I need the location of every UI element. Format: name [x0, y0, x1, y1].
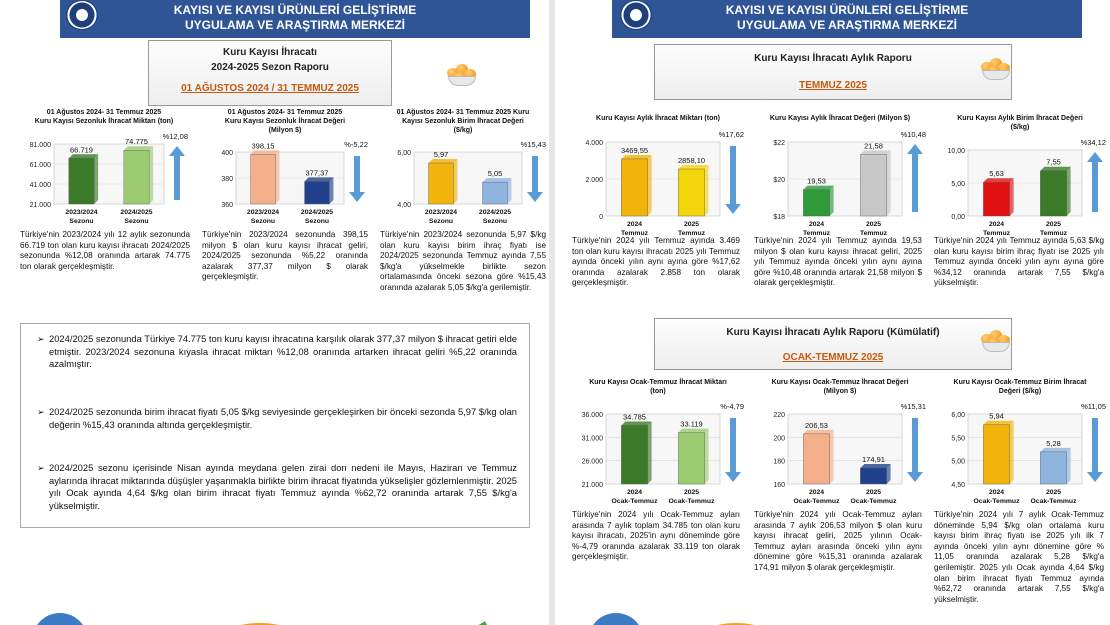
bar-top — [251, 150, 280, 154]
y-tick-label: 360 — [221, 202, 233, 209]
y-tick-label: 5,50 — [951, 435, 965, 443]
x-category-label: 2024/2025 — [120, 209, 153, 216]
x-category-label: Ocak-Temmuz — [611, 498, 658, 505]
bar-top — [429, 159, 458, 163]
chart-title: Kuru Kayısı Aylık İhracat Miktarı (ton) — [596, 115, 720, 122]
bar-side — [275, 150, 279, 204]
bar-side — [648, 155, 652, 216]
bar — [69, 158, 94, 204]
summary-bullet: ➢ 2024/2025 sezonunda birim ihracat fiyatı 5,05 $/kg seviyesinde gerçekleşirken bir önceki sezonda 5,97 $/kg olan değerin %15,43 oranında altında gerçekleşmiştir. — [37, 406, 517, 430]
bar-value-label: 21,58 — [864, 141, 883, 151]
bar-side — [1010, 178, 1014, 216]
down-arrow-icon — [354, 156, 360, 194]
x-category-label: 2024 — [988, 489, 1005, 496]
bar — [860, 468, 886, 484]
globe-icon — [32, 613, 88, 625]
bar-chart — [200, 138, 370, 228]
down-arrowhead-icon — [907, 472, 923, 482]
bar-top — [803, 186, 833, 190]
x-category-label: 2023/2024 — [246, 209, 280, 216]
x-category-label: Ocak-Temmuz — [850, 498, 897, 505]
bar-top — [305, 177, 334, 181]
summary-bullet: ➢ 2024/2025 sezonunda Türkiye 74.775 ton kuru kayısı ihracatına karşılık olarak 377,37 milyon $ ihracat getiri elde etmiştir. 2023/2024 sezonuna kıyasla ihracat miktarı %12,08 oranında artarken ihracat geliri %5,22 oranında azalmıştır. — [37, 333, 517, 369]
change-percent-label: %12,08 — [162, 132, 188, 141]
x-category-label: Sezonu — [250, 218, 276, 225]
bar-side — [149, 146, 153, 204]
banner-line-2: UYGULAMA VE ARAŞTIRMA MERKEZİ — [737, 18, 957, 32]
bar-top — [678, 165, 708, 169]
chart-title: 01 Ağustos 2024- 31 Temmuz 2025 Kuru Kayısı Sezonluk İhracat Miktarı (ton) — [34, 109, 174, 125]
chart-description: Türkiye'nin 2024 yılı Ocak-Temmuz ayları arasında 7 aylık 206,53 milyon $ olan kuru kayısı ihracat geliri, 2025 yılının Ocak-Temmuz ayları arasında önceki yılın aynı dönemine göre %15,31 oranında azalarak 174,91 milyon $ olarak gerçekleşmiştir. — [754, 510, 922, 572]
monthly-title: Kuru Kayısı İhracatı Aylık Raporu — [754, 53, 912, 64]
x-category-label: Temmuz — [677, 230, 706, 237]
x-category-label: 2025 — [683, 221, 700, 228]
chart-title: Kuru Kayısı Ocak-Temmuz Birim İhracat Değeri ($/kg) — [953, 379, 1087, 395]
down-arrowhead-icon — [725, 472, 741, 482]
x-category-label: Temmuz — [620, 230, 649, 237]
x-category-label: 2024/2025 — [478, 209, 512, 216]
change-percent-label: %15,43 — [520, 140, 546, 149]
x-category-label: Temmuz — [802, 230, 831, 237]
bar-side — [453, 159, 457, 204]
banner-line-1: KAYISI VE KAYISI ÜRÜNLERİ GELİŞTİRME — [173, 3, 417, 17]
x-category-label: 2024 — [626, 489, 643, 496]
y-tick-label: 2.000 — [585, 177, 603, 184]
bar-top — [1040, 448, 1070, 452]
x-category-label: Ocak-Temmuz — [1030, 498, 1077, 505]
bar-side — [830, 430, 834, 484]
up-arrow-icon — [1092, 160, 1098, 212]
summary-bullets-box — [20, 323, 530, 528]
arrow-bullet-icon: ➢ — [37, 407, 45, 417]
bar-value-label: 206,53 — [805, 420, 828, 430]
bar — [1040, 452, 1066, 484]
summary-bullet: ➢ 2024/2025 sezonu içerisinde Nisan ayında meydana gelen zirai don nedeni ile Mayıs, Haziran ve Temmuz aylarında ihracat miktarında düşüşler yaşanmakla birlikte birim ihracat fiyatında yükselişler gözlemlenmiştir. 2025 yılı Ocak ayında 4,64 $/kg olan birim ihracat fiyatı Temmuz ayında %62,72 oranında artarak 7,55 $/kg'a yükselmiştir. — [37, 462, 517, 511]
x-category-label: Sezonu — [69, 218, 94, 225]
bar-side — [1010, 421, 1014, 484]
y-tick-label: 61.000 — [29, 162, 51, 169]
bar — [305, 181, 330, 204]
cumulative-title: Kuru Kayısı İhracatı Aylık Raporu (Kümülatif) — [726, 327, 940, 338]
monthly-report-panel — [556, 0, 1110, 625]
panel-divider — [549, 0, 555, 625]
season-title-box — [148, 40, 392, 106]
up-arrowhead-icon — [1087, 152, 1103, 162]
center-banner — [612, 0, 1082, 38]
x-category-label: Ocak-Temmuz — [973, 498, 1020, 505]
banner-line-1: KAYISI VE KAYISI ÜRÜNLERİ GELİŞTİRME — [725, 3, 969, 17]
bar-side — [507, 178, 511, 204]
bar — [983, 182, 1009, 216]
change-percent-label: %34,12 — [1080, 138, 1106, 147]
bar-value-label: 19,53 — [807, 176, 826, 186]
bar-top — [860, 150, 890, 154]
chart-title: Kuru Kayısı Aylık Birim İhracat Değeri ($/kg) — [957, 115, 1083, 131]
x-category-label: Ocak-Temmuz — [668, 498, 715, 505]
arrow-bullet-icon: ➢ — [37, 463, 45, 473]
bar — [678, 169, 704, 216]
y-tick-label: 21.000 — [581, 482, 603, 489]
y-tick-label: 220 — [773, 412, 785, 419]
bar-top — [621, 422, 651, 426]
y-tick-label: 26.000 — [581, 458, 603, 466]
x-category-label: Sezonu — [124, 218, 149, 225]
y-tick-label: 0,00 — [951, 214, 965, 221]
bar — [803, 190, 829, 216]
bar-top — [69, 154, 98, 158]
monthly-title-box — [654, 44, 1012, 100]
y-tick-label: 200 — [773, 435, 785, 443]
x-category-label: Sezonu — [428, 218, 454, 225]
globe-icon — [588, 613, 644, 625]
center-banner — [60, 0, 530, 38]
report-period: 01 AĞUSTOS 2024 / 31 TEMMUZ 2025 — [181, 83, 359, 94]
bar-side — [1067, 448, 1071, 484]
report-subtitle: 2024-2025 Sezon Raporu — [211, 62, 329, 73]
x-category-label: Ocak-Temmuz — [793, 498, 840, 505]
chart-description: Türkiye'nin 2024 yılı 7 aylık Ocak-Temmuz döneminde 5,94 $/kg olan ortalama kuru kayısı birim ihraç fiyatı ise 2025 yılı ilk 7 ayında önceki yılın aynı dönemine göre % 11,05 oranında azalarak 5,28 $/kg'a gerilemiştir. 2025 yılı Ocak ayında 4,64 $/kg olan birim ihracat fiyatı Temmuz ayında %62,72 oranında artarak 7,55 $/kg'a yükselmiştir. — [934, 510, 1104, 604]
bar — [983, 425, 1009, 484]
down-arrowhead-icon — [349, 192, 365, 202]
change-percent-label: %11,05 — [1081, 402, 1106, 411]
bar — [483, 182, 508, 204]
apricot-bowl-icon — [978, 56, 1012, 82]
y-tick-label: 4.000 — [585, 140, 603, 147]
bar-value-label: 34.785 — [623, 412, 646, 422]
footer-decoration — [586, 601, 786, 625]
bar — [678, 433, 704, 484]
bar-value-label: 5,28 — [1046, 438, 1061, 448]
chart-description: Türkiye'nin 2024 yılı Ocak-Temmuz ayları arasında 7 aylık toplam 34.785 ton olan kuru kayısı ihracatı, 2025'in aynı döneminde göre %-4,79 oranında azalarak 33.119 ton olarak gerçekleşmiştir. — [572, 510, 740, 562]
y-tick-label: 6,00 — [397, 150, 411, 157]
bar-chart — [378, 138, 548, 228]
bar-value-label: 2858,10 — [677, 156, 706, 166]
bar — [429, 163, 454, 204]
bar-value-label: 5,94 — [989, 411, 1004, 421]
bar-side — [887, 150, 891, 216]
bar-value-label: 5,63 — [989, 169, 1004, 179]
x-category-label: 2024 — [988, 221, 1005, 228]
university-logo-icon — [620, 0, 652, 30]
up-arrowhead-icon — [169, 146, 185, 156]
bar-side — [705, 165, 709, 216]
y-tick-label: 36.000 — [581, 412, 603, 419]
x-category-label: 2024 — [808, 489, 825, 496]
y-tick-label: 41.000 — [29, 182, 51, 189]
x-category-label: 2024 — [808, 221, 825, 228]
y-tick-label: 6,00 — [951, 412, 965, 419]
bar-side — [705, 429, 709, 484]
chart-description: Türkiye'nin 2023/2024 sezonunda 398,15 milyon $ olan kuru kayısı ihracat geliri, 2024/2025 sezonunda %5,22 oranında azalarak 377,37 milyon $ olarak gerçekleşmiştir. — [202, 230, 368, 282]
x-category-label: 2025 — [865, 221, 882, 228]
chart-title: 01 Ağustos 2024- 31 Temmuz 2025 Kuru Kayısı Sezonluk İhracat Değeri (Milyon $) — [224, 109, 346, 134]
bar — [124, 150, 149, 204]
bar-value-label: 7,55 — [1046, 157, 1061, 167]
banner-line-2: UYGULAMA VE ARAŞTIRMA MERKEZİ — [185, 18, 405, 32]
bar-top — [678, 429, 708, 433]
bar-value-label: 5,05 — [487, 169, 503, 179]
x-category-label: 2023/2024 — [424, 209, 458, 216]
down-arrowhead-icon — [1087, 472, 1103, 482]
chart-description: Türkiye'nin 2024 yılı Temmuz ayında 5,63 $/kg olan kuru kayısı birim ihraç fiyatı ise 2025 yılı Temmuz ayında önceki yılın aynı ayına göre %34,12 oranında artarak 7,55 $/kg'a yükselmiştir. — [934, 236, 1104, 288]
down-arrow-icon — [730, 418, 736, 474]
bar-value-label: 398,15 — [251, 141, 275, 151]
bar-chart — [18, 130, 190, 228]
monthly-period: TEMMUZ 2025 — [799, 80, 867, 91]
change-percent-label: %15,31 — [900, 402, 926, 411]
arrow-bullet-icon: ➢ — [37, 334, 45, 344]
x-category-label: 2025 — [683, 489, 700, 496]
season-report-panel — [0, 0, 548, 625]
x-category-label: Temmuz — [859, 230, 888, 237]
x-category-label: 2025 — [1045, 221, 1062, 228]
chart-title: Kuru Kayısı Ocak-Temmuz İhracat Miktarı (ton) — [589, 379, 727, 395]
x-category-label: Sezonu — [482, 218, 508, 225]
y-tick-label: 5,00 — [951, 458, 965, 466]
y-tick-label: 0 — [599, 214, 603, 221]
bar-chart — [932, 400, 1108, 508]
y-tick-label: 81.000 — [29, 142, 51, 149]
x-category-label: Sezonu — [304, 218, 330, 225]
y-tick-label: 31.000 — [581, 435, 603, 443]
chart-description: Türkiye'nin 2023/2024 yılı 12 aylık sezonunda 66.719 ton olan kuru kayısı ihracatı 2024/2025 sezonunda %12,08 oranında artarak 74.775 ton olarak gerçekleşmiştir. — [20, 230, 190, 271]
down-arrow-icon — [730, 146, 736, 206]
y-tick-label: 10,00 — [947, 148, 965, 155]
chart-title: 01 Ağustos 2024- 31 Temmuz 2025 Kuru Kayısı Sezonluk Birim İhracat Değeri ($/kg) — [396, 109, 530, 134]
cumulative-title-box — [654, 318, 1012, 370]
x-category-label: 2025 — [865, 489, 882, 496]
chart-title: Kuru Kayısı Aylık İhracat Değeri (Milyon $) — [769, 115, 911, 122]
y-tick-label: 180 — [773, 458, 785, 466]
bar-side — [648, 422, 652, 484]
down-arrow-icon — [532, 156, 538, 194]
bar-value-label: 66.719 — [70, 145, 93, 155]
bar-side — [1067, 167, 1071, 216]
change-percent-label: %-5,22 — [344, 140, 368, 149]
x-category-label: 2024/2025 — [300, 209, 334, 216]
bar-value-label: 174,91 — [862, 454, 885, 464]
bar-side — [94, 154, 98, 204]
y-tick-label: 160 — [773, 482, 785, 489]
report-title: Kuru Kayısı İhracatı — [223, 47, 317, 58]
change-percent-label: %10,48 — [900, 130, 926, 139]
bar-top — [483, 178, 512, 182]
up-arrowhead-icon — [907, 144, 923, 154]
bar-value-label: 33.119 — [680, 419, 703, 429]
footer-decoration — [30, 601, 510, 625]
up-arrow-icon — [912, 152, 918, 212]
bar-chart — [752, 128, 928, 240]
down-arrowhead-icon — [527, 192, 543, 202]
apricot-bowl-icon — [444, 62, 478, 88]
y-tick-label: $22 — [773, 140, 785, 147]
bar — [860, 154, 886, 216]
bar-top — [983, 178, 1013, 182]
bar-chart — [570, 128, 746, 240]
cumulative-period: OCAK-TEMMUZ 2025 — [782, 352, 884, 363]
bar-value-label: 74.775 — [125, 137, 148, 147]
up-arrow-icon — [174, 154, 180, 200]
bar-top — [860, 464, 890, 468]
university-logo-icon — [66, 0, 98, 30]
bar-top — [1040, 167, 1070, 171]
x-category-label: Temmuz — [982, 230, 1011, 237]
chart-description: Türkiye'nin 2024 yılı Temmuz ayında 19,53 milyon $ olan kuru kayısı ihracat geliri, 2025 yılı Temmuz ayında önceki yılın aynı ayına göre %10,48 oranında artarak 21,58 milyon $ olarak gerçekleşmiştir. — [754, 236, 922, 288]
bar-chart — [570, 400, 746, 508]
bar-side — [830, 186, 834, 216]
y-tick-label: $20 — [773, 177, 785, 184]
chart-description: Türkiye'nin 2023/2024 sezonunda 5,97 $/kg olan kuru kayısı birim ihraç fiyatı ise 2024/2025 sezonunda Temmuz ayında 7,55 $/kg'a yükselmekle birlikte sezon ortalamasında önceki sezona göre %15,43 oranında azalarak 5,05 $/kg'a gerilemiştir. — [380, 230, 546, 292]
y-tick-label: 400 — [221, 150, 233, 157]
bar-value-label: 377,37 — [305, 168, 329, 178]
chart-description: Türkiye'nin 2024 yılı Temmuz ayında 3.469 ton olan kuru kayısı ihracatı 2025 yılı Temmuz ayında önceki yılın aynı ayına göre %17,62 oranında azalarak 2.858 ton olarak gerçekleşmiştir. — [572, 236, 740, 288]
bar — [621, 426, 647, 484]
bar-value-label: 3469,55 — [620, 145, 649, 155]
bar — [1040, 171, 1066, 216]
chart-title: Kuru Kayısı Ocak-Temmuz İhracat Değeri (Milyon $) — [771, 379, 909, 395]
bar-value-label: 5,97 — [433, 150, 449, 160]
down-arrowhead-icon — [725, 204, 741, 214]
x-category-label: 2023/2024 — [65, 209, 98, 216]
y-tick-label: 21.000 — [29, 202, 51, 209]
apricot-bowl-icon — [978, 328, 1012, 354]
x-category-label: 2024 — [626, 221, 643, 228]
y-tick-label: 380 — [221, 176, 233, 183]
y-tick-label: $18 — [773, 214, 785, 221]
bar — [621, 159, 647, 216]
y-tick-label: 4,00 — [397, 202, 411, 209]
bar-chart — [752, 400, 928, 508]
bar-top — [803, 430, 833, 434]
x-category-label: 2025 — [1045, 489, 1062, 496]
x-category-label: Temmuz — [1039, 230, 1068, 237]
down-arrow-icon — [912, 418, 918, 474]
change-percent-label: %17,62 — [718, 130, 744, 139]
bar-side — [329, 177, 333, 204]
y-tick-label: 4,50 — [951, 482, 965, 489]
bar-chart — [932, 136, 1108, 240]
bar-top — [124, 146, 153, 150]
bar — [251, 154, 276, 204]
y-tick-label: 5,00 — [951, 181, 965, 188]
bar-top — [621, 155, 651, 159]
down-arrow-icon — [1092, 418, 1098, 474]
change-percent-label: %-4,79 — [720, 402, 744, 411]
bar — [803, 434, 829, 484]
bar-top — [983, 421, 1013, 425]
